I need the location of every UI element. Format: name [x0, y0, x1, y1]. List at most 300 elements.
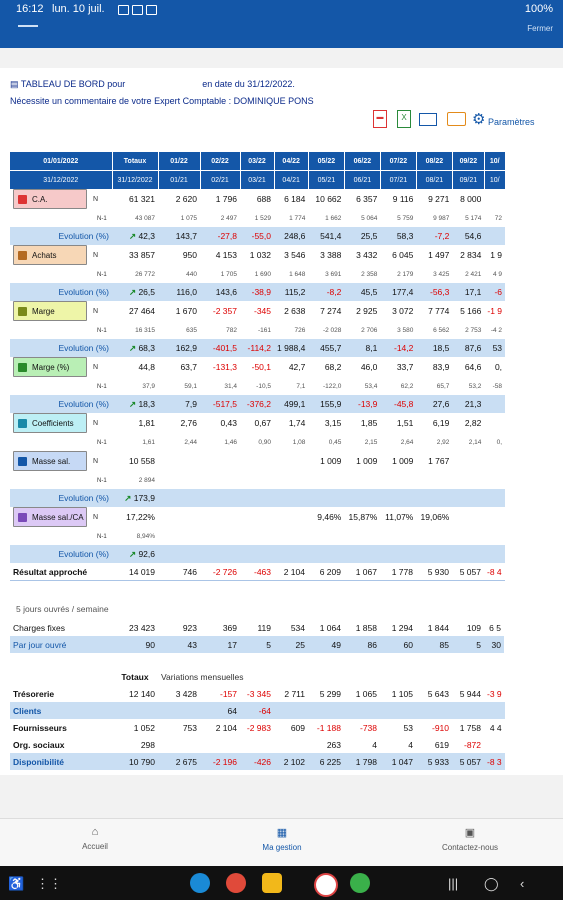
table-cell: 53	[403, 722, 413, 733]
table-cell: -463	[253, 566, 271, 577]
header-cell: 03/22	[240, 152, 274, 171]
table-cell: 2,76	[180, 418, 197, 428]
table-row-n-1	[10, 321, 505, 339]
category-label: Masse sal./CA	[32, 513, 84, 522]
table-cell: 5 166	[460, 306, 482, 316]
table-cell: 65,7	[436, 382, 450, 390]
table-cell: 53,2	[468, 382, 482, 390]
table-cell: 1 009	[356, 456, 378, 466]
table-cell: 455,7	[308, 339, 344, 357]
row-label	[10, 433, 112, 451]
header-cell: 06/21	[344, 171, 380, 190]
row-label	[10, 377, 112, 395]
table-cell	[380, 527, 416, 545]
nav-ma-gestion[interactable]	[242, 826, 322, 852]
table-cell	[240, 527, 274, 545]
table-cell: -50,1	[251, 362, 271, 372]
table-cell: 263	[326, 739, 341, 750]
table-cell: 2 497	[220, 214, 237, 222]
header-cell: 01/21	[158, 171, 200, 190]
category-icon	[18, 363, 27, 372]
header-cell: 09/22	[452, 152, 484, 171]
table-cell	[308, 489, 344, 507]
table-cell: 119	[257, 622, 271, 633]
table-cell: 6 5	[489, 622, 501, 633]
table-cell: 950	[182, 250, 197, 260]
table-cell: 10 790	[112, 753, 158, 770]
table-cell: 541,4	[308, 227, 344, 245]
charges-table	[10, 619, 504, 653]
table-cell: 1 767	[428, 456, 450, 466]
table-cell	[484, 189, 505, 209]
table-cell: 248,6	[274, 227, 308, 245]
header-cell: 08/22	[416, 152, 452, 171]
gear-icon[interactable]: ⚙	[472, 111, 486, 128]
close-link[interactable]: Fermer	[527, 24, 553, 33]
header-row-1	[10, 152, 505, 171]
evolution-label: Evolution (%)	[58, 549, 109, 559]
header-cell: 04/22	[274, 152, 308, 171]
row-label	[10, 209, 112, 227]
table-cell: 9 271	[428, 194, 450, 204]
table-cell	[158, 451, 200, 471]
table-cell: 64	[200, 702, 240, 719]
table-cell	[112, 283, 158, 301]
print-icon[interactable]	[447, 112, 466, 126]
table-cell: -27,8	[200, 227, 240, 245]
evolution-row	[10, 489, 505, 507]
table-cell: 7 774	[428, 306, 450, 316]
row-label: Org. sociaux	[13, 739, 65, 750]
table-cell: 6 184	[284, 194, 306, 204]
table-cell	[200, 736, 240, 753]
table-cell: 499,1	[274, 395, 308, 413]
row-tag: N	[93, 514, 99, 522]
apps-grid-icon[interactable]: ⋮⋮	[36, 876, 62, 891]
table-cell	[452, 489, 484, 507]
header-cell: 10/	[484, 152, 505, 171]
table-cell: 23 423	[129, 622, 155, 633]
table-cell: 5	[240, 636, 274, 653]
table-cell: 10 662	[315, 194, 342, 204]
table-cell: 2 358	[361, 270, 378, 278]
table-cell: -157	[219, 688, 237, 699]
table-cell	[200, 527, 240, 545]
table-cell: 2 753	[465, 326, 482, 334]
row-tag: N-1	[97, 533, 107, 540]
table-cell	[484, 736, 505, 753]
table-cell: 21,3	[452, 395, 484, 413]
category-button[interactable]	[13, 245, 87, 265]
category-button[interactable]	[13, 301, 87, 321]
row-label	[10, 451, 112, 471]
table-cell: 46,0	[360, 362, 378, 372]
table-cell: 53,4	[364, 382, 378, 390]
row-tag: N-1	[97, 383, 107, 390]
category-label: Marge	[32, 307, 55, 316]
table-cell: 1 662	[325, 214, 342, 222]
cell-value: 42,3	[138, 230, 155, 241]
row-label: Charges fixes	[13, 622, 65, 633]
table-cell: 61 321	[129, 194, 155, 204]
row-label: Clients	[10, 702, 112, 719]
table-cell: 33,7	[396, 362, 414, 372]
table-cell: -64	[240, 702, 274, 719]
table-cell: 1 052	[133, 722, 155, 733]
table-cell: 8,94%	[136, 532, 155, 540]
table-cell: 7 274	[320, 306, 342, 316]
table-row-n-1	[10, 265, 505, 283]
category-label: Marge (%)	[32, 363, 70, 372]
table-cell	[484, 545, 505, 563]
table-cell: 4	[408, 739, 413, 750]
table-row	[10, 189, 505, 209]
table-cell	[344, 471, 380, 489]
table-cell	[484, 527, 505, 545]
cell-value: 26,5	[138, 286, 155, 297]
table-cell: -2 028	[322, 326, 342, 334]
table-cell	[200, 507, 240, 527]
table-cell: 68,2	[324, 362, 342, 372]
nav-contact[interactable]	[430, 826, 510, 852]
table-cell: 2 179	[397, 270, 414, 278]
header-cell: 01/22	[158, 152, 200, 171]
table-cell: 115,2	[274, 283, 308, 301]
home-icon: ⌂	[91, 826, 99, 838]
table-cell	[274, 507, 308, 527]
table-cell: 1 648	[289, 270, 306, 278]
row-tag: N	[93, 252, 99, 260]
category-button[interactable]	[13, 451, 87, 471]
table-row	[10, 301, 505, 321]
charges-row	[10, 636, 504, 653]
table-cell: 64,6	[464, 362, 482, 372]
table-cell	[484, 413, 505, 433]
header-totaux: Totaux	[121, 671, 149, 682]
row-tag: N-1	[97, 327, 107, 334]
recent-apps-icon[interactable]: |||	[448, 876, 459, 891]
table-row-n-1	[10, 471, 505, 489]
evolution-label: Evolution (%)	[58, 399, 109, 409]
table-cell: 2,92	[436, 438, 450, 446]
nav-label: Accueil	[82, 842, 108, 851]
table-cell: 90	[112, 636, 158, 653]
table-cell: 0,45	[328, 438, 342, 446]
table-cell: 2,44	[184, 438, 197, 446]
table-cell: 3 388	[320, 250, 342, 260]
header-cell: 05/21	[308, 171, 344, 190]
table-cell: 619	[434, 739, 449, 750]
table-cell	[344, 702, 380, 719]
skype-app-icon[interactable]	[190, 873, 210, 893]
table-cell: 5 944	[459, 688, 481, 699]
table-cell: 12 140	[129, 688, 155, 699]
table-cell: 43 087	[135, 214, 155, 222]
table-cell: 8,1	[344, 339, 380, 357]
header-cell: 09/21	[452, 171, 484, 190]
row-tag: N	[93, 458, 99, 466]
table-cell: 14 019	[129, 566, 155, 577]
table-cell: 25,5	[344, 227, 380, 245]
row-label: Trésorerie	[13, 688, 55, 699]
title-date: en date du 31/12/2022.	[202, 79, 295, 89]
table-cell: 44,8	[138, 362, 155, 372]
category-label: Coefficients	[32, 419, 74, 428]
table-cell: -8 4	[487, 566, 502, 577]
table-cell: 746	[182, 566, 197, 577]
table-row	[10, 245, 505, 265]
evolution-label: Evolution (%)	[58, 343, 109, 353]
nav-accueil[interactable]	[55, 826, 135, 851]
table-cell: 1,61	[142, 438, 155, 446]
table-cell: 1 858	[355, 622, 377, 633]
table-cell: -14,2	[380, 339, 416, 357]
table-cell: 162,9	[158, 339, 200, 357]
table-cell: -56,3	[416, 283, 452, 301]
table-cell	[452, 702, 484, 719]
table-cell	[484, 395, 505, 413]
table-cell: 5 643	[427, 688, 449, 699]
table-cell: 4 153	[215, 250, 237, 260]
table-cell: 2,82	[464, 418, 482, 428]
back-icon[interactable]: ‹	[520, 876, 525, 891]
header-cell: 01/01/2022	[10, 152, 112, 171]
table-cell	[158, 545, 200, 563]
table-cell: 6 562	[433, 326, 450, 334]
trend-up-icon: ↗	[128, 398, 139, 409]
table-cell	[484, 489, 505, 507]
table-cell: 6 225	[308, 753, 344, 770]
category-button[interactable]	[13, 507, 87, 527]
table-cell: 5 057	[452, 753, 484, 770]
table-cell	[452, 451, 484, 471]
nav-label: Ma gestion	[262, 843, 302, 852]
table-cell	[240, 471, 274, 489]
table-cell: -122,0	[322, 382, 342, 390]
table-row-n-1	[10, 433, 505, 451]
table-cell: 143,6	[200, 283, 240, 301]
table-cell: 369	[222, 622, 237, 633]
table-cell: 1 497	[428, 250, 450, 260]
files-app-icon[interactable]	[262, 873, 282, 893]
table-cell	[380, 471, 416, 489]
table-cell: 18,5	[416, 339, 452, 357]
gmail-app-icon[interactable]	[314, 873, 338, 897]
table-cell: 1 798	[344, 753, 380, 770]
table-cell: -2 726	[212, 566, 237, 577]
table-cell: 1 670	[175, 306, 197, 316]
table-cell: 6 209	[319, 566, 341, 577]
home-button-icon[interactable]: ◯	[484, 876, 499, 891]
table-cell: 2,14	[468, 438, 482, 446]
table-cell	[274, 736, 308, 753]
status-time: 16:12	[16, 3, 44, 15]
dashboard-table	[10, 152, 506, 563]
table-cell: 2 104	[283, 566, 305, 577]
maps-app-icon[interactable]	[350, 873, 370, 893]
row-tag: N-1	[97, 271, 107, 278]
table-cell: 33 857	[129, 250, 155, 260]
cell-value: 18,3	[138, 398, 155, 409]
table-cell: 2 706	[361, 326, 378, 334]
excel-icon[interactable]: X	[397, 110, 411, 128]
table-cell	[112, 489, 158, 507]
category-button[interactable]	[13, 189, 87, 209]
table-cell	[380, 702, 416, 719]
table-cell: 2 925	[356, 306, 378, 316]
table-cell	[308, 527, 344, 545]
table-row-n-1	[10, 377, 505, 395]
table-cell: 4 4	[489, 722, 502, 733]
category-button[interactable]	[13, 357, 87, 377]
table-cell: 923	[182, 622, 197, 633]
table-cell: -114,2	[240, 339, 274, 357]
status-date: lun. 10 juil.	[52, 3, 105, 15]
resultat-row	[10, 563, 505, 581]
table-cell: 2 894	[138, 476, 155, 484]
row-label	[10, 339, 112, 357]
table-cell: -7,2	[416, 227, 452, 245]
table-cell: -345	[253, 306, 271, 316]
table-cell: -1 9	[487, 306, 503, 316]
table-cell: -2 196	[200, 753, 240, 770]
accessibility-icon[interactable]: ♿	[8, 876, 25, 891]
table-cell	[158, 736, 200, 753]
row-tag: N	[93, 196, 99, 204]
table-cell: 15,87%	[348, 512, 378, 522]
table-cell: 2 675	[158, 753, 200, 770]
category-icon	[18, 307, 27, 316]
header-cell: 31/12/2022	[112, 171, 158, 190]
table-cell: 11,07%	[385, 512, 414, 522]
table-cell: 3 072	[392, 306, 414, 316]
table-cell: -910	[431, 722, 449, 733]
trend-up-icon: ↗	[124, 492, 134, 503]
table-cell: 534	[290, 622, 305, 633]
table-cell: -38,9	[240, 283, 274, 301]
table-cell: 2,15	[364, 438, 378, 446]
table-cell: 6,19	[432, 418, 450, 428]
trend-up-icon: ↗	[128, 286, 139, 297]
trend-up-icon: ↗	[128, 230, 139, 241]
table-cell: 19,06%	[420, 512, 450, 522]
table-cell	[380, 489, 416, 507]
table-cell: 63,7	[180, 362, 197, 372]
table-cell: -2 983	[246, 722, 271, 733]
cell-value: 68,3	[138, 342, 155, 353]
table-cell: 1,08	[292, 438, 306, 446]
table-cell: -161	[257, 326, 271, 334]
table-cell: 5 174	[465, 214, 482, 222]
category-button[interactable]	[13, 413, 87, 433]
row-label	[10, 301, 112, 321]
calculator-icon: ▦	[276, 827, 288, 839]
table-cell: 26 772	[135, 270, 155, 278]
table-cell: 0,43	[220, 418, 237, 428]
table-cell: 1,51	[396, 418, 414, 428]
table-cell: 6 045	[392, 250, 414, 260]
header-cell: 02/22	[200, 152, 240, 171]
table-cell: 4 9	[492, 270, 503, 278]
menu-icon[interactable]	[18, 25, 38, 27]
table-cell: -8,2	[308, 283, 344, 301]
contact-card-icon: ▣	[464, 827, 476, 839]
table-cell: 1,74	[288, 418, 306, 428]
row-tag: N	[93, 420, 99, 428]
table-cell	[416, 471, 452, 489]
row-label	[10, 413, 112, 433]
table-cell: 1 705	[220, 270, 237, 278]
category-icon	[18, 419, 27, 428]
table-cell: 1,46	[224, 438, 237, 446]
table-cell	[452, 507, 484, 527]
page-subtitle: Nécessite un commentaire de votre Expert Comptable : DOMINIQUE PONS	[10, 96, 314, 106]
tresorerie-table	[10, 668, 505, 770]
mail-icon[interactable]	[419, 113, 437, 126]
table-cell: 17,1	[452, 283, 484, 301]
pdf-icon[interactable]: ▬	[373, 110, 387, 128]
params-button[interactable]: Paramètres	[488, 117, 535, 127]
table-cell: 8 000	[460, 194, 482, 204]
table-cell: 3 432	[356, 250, 378, 260]
charges-section-label: 5 jours ouvrés / semaine	[16, 604, 109, 614]
row-label	[10, 471, 112, 489]
table-cell: 16 315	[135, 326, 155, 334]
category-label: Achats	[32, 251, 57, 260]
table-cell: 5	[452, 636, 484, 653]
table-cell: 1 065	[355, 688, 377, 699]
table-cell: 726	[294, 326, 306, 334]
chrome-app-icon[interactable]	[226, 873, 246, 893]
row-label	[10, 545, 112, 563]
table-cell: 72	[494, 214, 503, 222]
table-cell	[240, 736, 274, 753]
page-title: ▤ TABLEAU DE BORD pour en date du 31/12/2022.	[10, 79, 295, 89]
table-cell	[274, 489, 308, 507]
table-cell: 10 558	[129, 456, 155, 466]
table-cell: -131,3	[212, 362, 237, 372]
table-cell: 83,9	[432, 362, 450, 372]
table-cell: 155,9	[308, 395, 344, 413]
table-cell: 0,	[496, 438, 503, 446]
table-cell: 2 620	[175, 194, 197, 204]
table-cell	[240, 451, 274, 471]
table-cell	[274, 702, 308, 719]
table-cell: 0,67	[254, 418, 271, 428]
table-cell: 5 759	[397, 214, 414, 222]
table-cell: -2 357	[212, 306, 237, 316]
table-cell: 58,3	[380, 227, 416, 245]
table-cell: 1 9	[490, 250, 503, 260]
table-cell: 87,6	[452, 339, 484, 357]
table-cell: -426	[240, 753, 274, 770]
table-row	[10, 413, 505, 433]
evolution-row	[10, 339, 505, 357]
table-cell: 0,	[494, 362, 503, 372]
table-cell	[484, 227, 505, 245]
table-row	[10, 357, 505, 377]
table-cell: 43	[158, 636, 200, 653]
evolution-row	[10, 283, 505, 301]
row-tag: N	[93, 364, 99, 372]
table-cell: 1 047	[380, 753, 416, 770]
table-cell: 1 844	[427, 622, 449, 633]
table-cell	[240, 545, 274, 563]
header-cell: 04/21	[274, 171, 308, 190]
evolution-label: Evolution (%)	[58, 287, 109, 297]
table-cell: 7,9	[158, 395, 200, 413]
trend-up-icon: ↗	[128, 342, 139, 353]
